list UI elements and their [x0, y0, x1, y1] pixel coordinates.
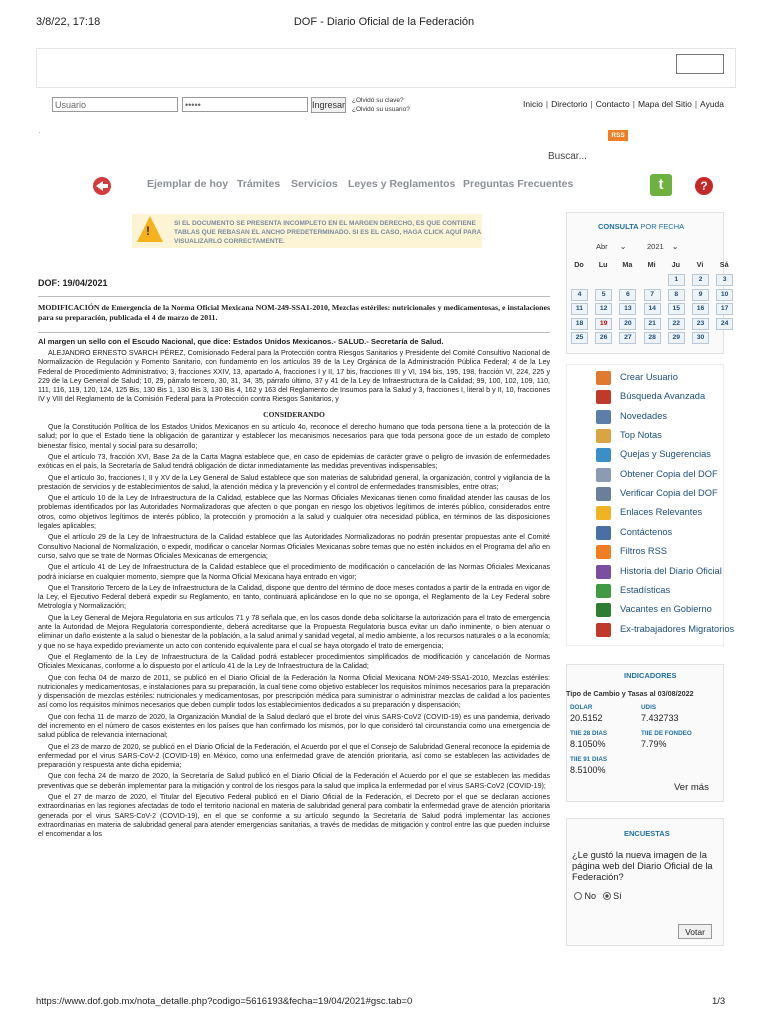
radio-yes[interactable] [603, 892, 611, 900]
doc-paragraph: Que el artículo 29 de la Ley de Infraestructura de la Calidad establece que las Autoridades Normalizadoras no podrán presentar propuestas ante el Comité Consultivo Nacional de Normalización, o expedir, modificar o cancelar Normas Oficiales Mexicanas sobre temas que no estén incluidos en el Programa del año en curso, salvo que se trate de Normas Oficiales Mexicanas de emergencia; [38, 533, 550, 560]
chevron-down-icon: ⌄ [619, 242, 627, 251]
calendar-day[interactable]: 12 [595, 303, 612, 315]
footer-page: 1/3 [712, 996, 726, 1007]
forgot-links [352, 96, 410, 114]
search-input[interactable]: Buscar... [548, 151, 587, 162]
calendar-title: CONSULTA POR FECHA [598, 222, 685, 231]
doc-paragraph: Que la Constitución Política de los Estados Unidos Mexicanos en su artículo 4o, reconoce el derecho humano que toda persona tiene a la protección de la salud; por lo que el Estado tiene la obligación de garantizar y establecer los mecanismos necesarios para que toda persona goce de un estado de completo bienestar físico, mental y social para su desarrollo; [38, 423, 550, 450]
footer-url: https://www.dof.gob.mx/nota_detalle.php?codigo=5616193&fecha=19/04/2021#gsc.tab=0 [36, 996, 413, 1007]
dolar-value: 20.5152 [570, 713, 603, 723]
print-datetime: 3/8/22, 17:18 [36, 16, 101, 28]
doc-paragraph: Que el artículo 3o, fracciones I, II y XV de la Ley General de Salud establece que son materias de salubridad general, la organización, control y vigilancia de la prestación de servicios y de establecimientos de salud, la atención médica y la prevención y el control de enfermedades transmisibles, entre otras; [38, 473, 550, 491]
rss-icon [596, 545, 611, 559]
survey-title: ENCUESTAS [624, 829, 670, 838]
option-yes-label[interactable]: Sí [613, 891, 622, 901]
dolar-label: DOLAR [570, 704, 593, 711]
calendar-day[interactable]: 15 [668, 303, 685, 315]
nav-ejemplar[interactable]: Ejemplar de hoy [147, 178, 229, 190]
back-icon[interactable] [93, 177, 111, 195]
news-icon [596, 410, 611, 424]
doc-paragraph: Que con fecha 11 de marzo de 2020, la Organización Mundial de la Salud declaró que el brote del virus SARS-CoV2 (COVID-19) es una pandemia, derivado del incremento en el número de casos existentes en los países que han confirmado los mismos, por lo que consideró tal circunstancia como una emergencia de salud pública de relevancia internacional; [38, 712, 550, 740]
warning-icon [137, 216, 163, 242]
mailbox-icon [596, 448, 611, 462]
side-menu-item[interactable]: Ex-trabajadores Migratorios [620, 623, 735, 634]
link-inicio[interactable]: Inicio [523, 99, 543, 109]
calendar-day[interactable]: 7 [644, 289, 661, 301]
print-title: DOF - Diario Oficial de la Federación [293, 16, 475, 28]
year-select[interactable]: 2021 ⌄ [647, 242, 679, 251]
side-menu-item[interactable]: Búsqueda Avanzada [620, 391, 706, 402]
top-banner-button[interactable] [676, 54, 724, 74]
tiie91-label: TIIE 91 DIAS [570, 756, 608, 763]
calendar-day[interactable]: 10 [716, 289, 733, 301]
tiie28-label: TIIE 28 DIAS [570, 730, 608, 737]
tiie-fondeo-label: TIIE DE FONDEO [641, 730, 692, 737]
doc-paragraph: Que el artículo 10 de la Ley de Infraestructura de la Calidad, establece que las Normas Oficiales Mexicanas tienen como finalidad atender las causas de los problemas identificados por las Autoridades Normalizadoras que afecten o que pongan en riesgo los objetivos legítimos de interés público, considerados entre otros, como objetivos legítimos de interés público, la protección y promoción a la salud y cualquier otra necesidad pública, en términos de las disposiciones legales aplicables; [38, 494, 550, 531]
weekday-label: Mi [647, 260, 656, 269]
side-menu-item[interactable]: Verificar Copia del DOF [620, 488, 718, 499]
side-menu-item[interactable]: Enlaces Relevantes [620, 507, 703, 518]
link-contacto[interactable]: Contacto [595, 99, 630, 109]
tiie91-value: 8.5100% [570, 765, 606, 775]
doc-paragraph: Que el Reglamento de la Ley de Infraestructura de la Calidad podrá establecer procedimientos simplificados de modificación y cancelación de Normas Oficiales Mexicanas, conforme a lo dispuesto por el artículo 41 de la Ley de Infraestructura de la Calidad; [38, 652, 550, 671]
forgot-user-link[interactable]: ¿Olvidó su usuario? [352, 106, 410, 113]
doc-title: MODIFICACIÓN de Emergencia de la Norma Oficial Mexicana NOM-249-SSA1-2010, Mezclas estériles: nutricionales y medicamentosas, e instalaciones para su preparación, publicada el 4 de marzo de 2011. [38, 303, 550, 322]
side-menu-item[interactable]: Estadísticas [620, 584, 671, 595]
doc-paragraph: Que la Ley General de Mejora Regulatoria en sus artículos 71 y 78 señala que, en los casos donde deba solicitarse la autorización para el trato de emergencia ante la Autoridad de Mejora Regulatoria correspondiente, deberá acreditarse que la Propuesta Regulatoria busca evitar un daño inminente, o bien atenuar o eliminar un daño existente a la salud o bienestar de la población, a la salud animal y sanidad vegetal, al medio ambiente, a los recursos naturales o a la economía; y que no se haya expedido previamente un acto con contenido equivalente para el cual se haya otorgado el trato de emergencia; [38, 613, 550, 650]
side-menu-item[interactable]: Crear Usuario [620, 372, 678, 382]
contact-card-icon [596, 526, 611, 540]
star-icon [596, 506, 611, 520]
nav-preguntas[interactable]: Preguntas Frecuentes [463, 178, 574, 190]
calendar-day[interactable]: 13 [619, 303, 636, 315]
calendar-day[interactable]: 23 [692, 318, 709, 330]
doc-paragraph: Que el artículo 73, fracción XVI, Base 2a de la Carta Magna establece que, en caso de epidemias de carácter grave o peligro de invasión de enfermedades exóticas en el país, la Secretaría de Salud tendrá obligación de dictar inmediatamente las medidas preventivas indispensables; [38, 452, 550, 471]
calendar-day[interactable]: 6 [619, 289, 636, 301]
calendar-day[interactable]: 19 [595, 318, 612, 330]
twitter-icon[interactable]: t [650, 174, 672, 196]
tiie28-value: 8.1050% [570, 739, 606, 749]
calendar-day[interactable]: 30 [692, 332, 709, 344]
weekday-label: Ju [671, 260, 680, 269]
survey-question: ¿Le gustó la nueva imagen de la página web del Diario Oficial de la Federación? [572, 850, 713, 882]
calendar-day[interactable]: 18 [571, 318, 588, 330]
password-input[interactable] [182, 97, 308, 112]
top-links: Inicio | Directorio | Contacto | Mapa del Sitio | Ayuda [523, 99, 724, 109]
doc-paragraph: Que el artículo 41 de Ley de Infraestructura de la Calidad establece que el procedimiento de modificación o cancelación de las Normas Oficiales Mexicanas podrá iniciarse en cualquier momento, siempre que la Norma Oficial Mexicana haya entrado en vigor; [38, 563, 550, 581]
vote-button[interactable]: Votar [678, 924, 712, 939]
calendar-day[interactable]: 29 [668, 332, 685, 344]
calendar-day[interactable]: 1 [668, 274, 685, 286]
weekday-label: Sá [719, 260, 729, 269]
link-mapa[interactable]: Mapa del Sitio [637, 99, 692, 109]
user-icon [596, 371, 611, 385]
month-select[interactable]: Abr ⌄ [596, 242, 627, 251]
forgot-password-link[interactable]: ¿Olvidó su clave? [352, 97, 404, 104]
calendar-day[interactable]: 26 [595, 332, 612, 344]
dot-mark: · [38, 128, 41, 137]
link-ayuda[interactable]: Ayuda [700, 99, 724, 109]
doc-intro: ALEJANDRO ERNESTO SVARCH PÉREZ, Comisionado Federal para la Protección contra Riesgos Sanitarios y Presidente del Comité Consultivo Nacional de Normalización de Regulación y Fomento Sanitario, con fundamento en los artículos 39 de la Ley Orgánica de la Administración Pública Federal; 4 de la Ley Federal de Procedimiento Administrativo; 3, fracciones XXIV, 13, apartado A, fracciones I y II, 17 bis, fracciones III y VI, 194 bis, 195, 198, fracción VI, 224, 225 y 229 de la Ley General de Salud; 10, 29, párrafo tercero, 30, 31, 34, 35, párrafo último, 37 y 41 de la Ley de Infraestructura de la Calidad; 99, 100, 102, 109, 110, 111, 116, 119, 120, 124, 125 Bis, 130 Bis 1, 130 Bis 3, 130 Bis 4, 162 y 163 del Reglamento de Insumos para la Salud y 3, fracciones I, literal b y II, 10, fracciones IV y VIII del Reglamento de la Comisión Federal para la Protección contra Riesgos Sanitarios, y [38, 349, 550, 404]
udis-value: 7.432733 [641, 713, 679, 723]
calendar-day[interactable]: 3 [716, 274, 733, 286]
calendar-day[interactable]: 4 [571, 289, 588, 301]
doc-paragraph: Que el Transitorio Tercero de la Ley de Infraestructura de la Calidad, dispone que dentro del término de doce meses contados a partir de la entrada en vigor de la Ley, el Ejecutivo Federal deberá expedir su Reglamento, en tanto, continuará aplicándose en lo que no se oponga, el Reglamento de la Ley Federal sobre Metrología y Normalización; [38, 583, 550, 611]
search-icon [596, 390, 611, 404]
nav-servicios[interactable]: Servicios [291, 178, 338, 190]
chevron-down-icon: ⌄ [671, 242, 679, 251]
doc-paragraph: Que con fecha 04 de marzo de 2011, se publicó en el Diario Oficial de la Federación la Norma Oficial Mexicana NOM-249-SSA1-2010, Mezclas estériles: nutricionales y medicamentosas, e instalaciones para su preparación, la cual tiene como objetivo establecer los requisitos mínimos necesarios para la preparación y dispensación de mezclas estériles: nutricionales y medicamentosas, por prescripción médica para suministrar o administrar mezclas de calidad a los pacientes así como los requisitos mínimos necesarios que deben cumplir todos los establecimientos dedicados a su preparación y dispensación; [38, 673, 550, 710]
calendar-day[interactable]: 9 [692, 289, 709, 301]
login-button[interactable]: Ingresar [311, 97, 346, 113]
side-menu-item[interactable]: Quejas y Sugerencias [620, 449, 711, 460]
calendar-day[interactable]: 14 [644, 303, 661, 315]
top-banner [36, 48, 736, 88]
considerando-heading: CONSIDERANDO [263, 409, 325, 419]
calendar-day[interactable]: 2 [692, 274, 709, 286]
divider [38, 296, 550, 297]
calendar-day[interactable]: 17 [716, 303, 733, 315]
warning-exclamation: ! [146, 224, 150, 238]
vacancies-icon [596, 603, 611, 617]
doc-date: DOF: 19/04/2021 [38, 278, 108, 288]
side-menu-item[interactable]: Top Notas [620, 430, 662, 441]
verify-icon [596, 487, 611, 501]
weekday-label: Lu [598, 260, 608, 269]
calendar-day[interactable]: 11 [571, 303, 588, 315]
copy-icon [596, 468, 611, 482]
udis-label: UDIS [641, 704, 657, 711]
radio-no[interactable] [574, 892, 582, 900]
tiie-fondeo-value: 7.79% [641, 739, 667, 749]
side-menu-item[interactable]: Vacantes en Gobierno [620, 604, 712, 615]
doc-margin-note: Al margen un sello con el Escudo Nacional, que dice: Estados Unidos Mexicanos.- SALUD.- Secretaría de Salud. [38, 337, 444, 346]
doc-paragraph: Que el 27 de marzo de 2020, el Titular del Ejecutivo Federal publicó en el Diario Oficial de la Federación, el Decreto por el que se declaran acciones extraordinarias en las regiones afectadas de todo el territorio nacional en materia de salubridad general para combatir la enfermedad grave de atención prioritaria generada por el virus SARS-CoV-2 (COVID-19), en el que se conforme a su artículo segundo la Secretaría de Salud podrá implementar las acciones extraordinarias en materia de salubridad general para atender emergencias sanitarias, a través de medidas de mitigación y control entre las que pueden incluirse el encomendar a los [38, 793, 550, 839]
indicators-title: INDICADORES [624, 671, 677, 680]
doc-paragraph: Que con fecha 24 de marzo de 2020, la Secretaría de Salud publicó en el Diario Oficial de la Federación el Acuerdo por el que se establecen las medidas preventivas que se deberán implementar para la mitigación y control de los riesgos para la salud que implica la enfermedad por el virus SARS-CoV2 (COVID-19); [38, 772, 550, 790]
link-directorio[interactable]: Directorio [551, 99, 588, 109]
side-menu-item[interactable]: Historia del Diario Oficial [620, 565, 722, 576]
calendar-day[interactable]: 24 [716, 318, 733, 330]
warning-text[interactable]: SI EL DOCUMENTO SE PRESENTA INCOMPLETO EN EL MARGEN DERECHO, ES QUE CONTIENE TABLAS QUE REBASAN EL ANCHO PREDETERMINADO. SI ES EL CASO, HAGA CLICK AQUÍ PARA VISUALIZARLO CORRECTAMENTE. [174, 220, 481, 245]
weekday-label: Ma [622, 260, 633, 269]
help-icon[interactable]: ? [695, 177, 713, 195]
history-icon [596, 565, 611, 579]
weekday-label: Do [574, 260, 584, 269]
calendar-day[interactable]: 8 [668, 289, 685, 301]
indicators-more-link[interactable]: Ver más [674, 782, 709, 793]
indicators-subtitle: Tipo de Cambio y Tasas al 03/08/2022 [566, 689, 694, 698]
calendar-day[interactable]: 21 [644, 318, 661, 330]
doc-body [38, 349, 550, 840]
doc-paragraph: Que el 23 de marzo de 2020, se publicó en el Diario Oficial de la Federación, el Acuerdo por el que el Consejo de Salubridad General reconoce la epidemia de enfermedad por el virus SARS-CoV-2 (COVID-19) en México, como una enfermedad grave de atención prioritaria, así como se establecen las actividades de preparación y respuesta ante dicha epidemia; [38, 742, 550, 770]
calendar-day[interactable]: 20 [619, 318, 636, 330]
bar-chart-icon [596, 584, 611, 598]
calendar-day[interactable]: 5 [595, 289, 612, 301]
rss-badge[interactable]: RSS [608, 130, 628, 141]
weekday-label: Vi [696, 260, 704, 269]
nav-tramites[interactable]: Trámites [237, 178, 281, 190]
calendar-day[interactable]: 16 [692, 303, 709, 315]
side-menu-item[interactable]: Obtener Copia del DOF [620, 468, 718, 479]
survey-options [574, 891, 622, 901]
side-menu-item[interactable]: Filtros RSS [620, 546, 668, 557]
etm-icon [596, 623, 611, 637]
calendar-day[interactable]: 22 [668, 318, 685, 330]
option-no-label[interactable]: No [584, 891, 597, 901]
calendar-day[interactable]: 28 [644, 332, 661, 344]
nav-leyes[interactable]: Leyes y Reglamentos [348, 178, 456, 190]
divider [38, 332, 550, 333]
side-menu-item[interactable]: Contáctenos [620, 526, 673, 537]
star-doc-icon [596, 429, 611, 443]
calendar-day[interactable]: 27 [619, 332, 636, 344]
calendar-day[interactable]: 25 [571, 332, 588, 344]
username-input[interactable] [52, 97, 178, 112]
side-menu-item[interactable]: Novedades [620, 410, 668, 421]
